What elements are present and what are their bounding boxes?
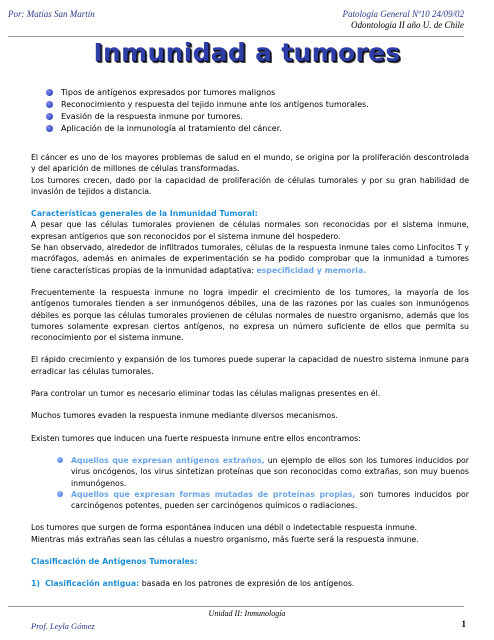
paragraph: El rápido crecimiento y expansión de los tumores puede superar la capacidad de nuestro sistema inmune para erradicar las células tumorales. bbox=[31, 355, 469, 376]
section-heading: Características generales de la Inmunidad Tumoral: bbox=[31, 209, 258, 219]
paragraph: Los tumores que surgen de forma espontánea inducen una débil o indetectable respuesta inmune. bbox=[31, 523, 418, 533]
sub-bullet-text: Aquellos que expresan formas mutadas de proteínas propias, son tumores inducidos por carcinógenos potentes, pueden ser carcinógenos químicos o radiaciones. bbox=[71, 489, 469, 511]
bullet-icon bbox=[57, 457, 63, 463]
bullet-item bbox=[46, 98, 446, 110]
highlight-text: especificidad y memoria. bbox=[256, 265, 367, 275]
paragraph: A pesar que las células tumorales provienen de células normales son reconocidas por el sistema inmune, expresan antígenos que son reconocidos por el sistema inmune del hospedero. bbox=[31, 220, 469, 241]
header-author: Por: Matías San Martín bbox=[8, 9, 95, 19]
bullet-icon bbox=[46, 101, 53, 108]
header-faculty: Odontología II año U. de Chile bbox=[351, 20, 464, 30]
section-heading: Clasificación de Antígenos Tumorales: bbox=[31, 557, 198, 567]
bullet-item bbox=[46, 86, 446, 98]
footer-unit: Unidad II: Inmunología bbox=[208, 609, 286, 618]
highlight-text: Clasificación antigua: bbox=[44, 579, 140, 589]
numbered-item: 1) Clasificación antigua: basada en los patrones de expresión de los antígenos. bbox=[31, 579, 355, 589]
header-course-info bbox=[342, 9, 464, 31]
sub-bullet-item bbox=[57, 455, 469, 489]
paragraph: Mientras más extrañas sean las células a nuestro organismo, más fuerte será la respuesta inmune. bbox=[31, 534, 419, 544]
highlight-text: Aquellos que expresan antígenos extraños, bbox=[71, 455, 265, 465]
paragraph: Para controlar un tumor es necesario eliminar todas las células malignas presentes en él. bbox=[31, 389, 381, 399]
bullet-item bbox=[46, 122, 446, 134]
topic-bullet-list bbox=[46, 86, 446, 134]
bullet-text: Tipos de antígenos expresados por tumores malignos bbox=[61, 87, 276, 97]
paragraph: Frecuentemente la respuesta inmune no logra impedir el crecimiento de los tumores, la mayoría de los antígenos tumorales tienden a ser inmunógenos débiles, una de las razones por las cuales son inmunógenos débiles es porque las células tumorales provienen de células normales de nuestro organismo, además que los tumores solamente expresan ciertos antígenos, no expresa un número suficiente de ellos que permita su reconocimiento por el sistema inmune. bbox=[31, 287, 469, 343]
paragraph: Existen tumores que inducen una fuerte respuesta inmune entre ellos encontramos: bbox=[31, 433, 361, 443]
item-number: 1) bbox=[31, 579, 40, 589]
bullet-text: Reconocimiento y respuesta del tejido inmune ante los antígenos tumorales. bbox=[61, 99, 369, 109]
bullet-item bbox=[46, 110, 446, 122]
page-title: Inmunidad a tumores bbox=[93, 38, 401, 67]
sub-bullet-text: Aquellos que expresan antígenos extraños, un ejemplo de ellos son los tumores inducidos por virus oncógenos, los virus sintetizan proteínas que son reconocidas como extrañas, son muy buenos inmunógenos. bbox=[71, 455, 469, 488]
bullet-text: Evasión de la respuesta inmune por tumores. bbox=[61, 111, 243, 121]
bullet-text: Aplicación de la inmunología al tratamiento del cáncer. bbox=[61, 123, 282, 133]
paragraph: Se han observado, alrededor de infiltrados tumorales, células de la respuesta inmune tales como Linfocitos T y macrófagos, además en animales de experimentación se ha podido comprobar que la inmunidad a tumores tiene características propias de la inmunidad adaptativa: especificidad y memoria. bbox=[31, 243, 469, 275]
sub-bullet-item bbox=[57, 489, 469, 512]
header-course: Patología General Nº10 24/09/02 bbox=[342, 9, 464, 19]
document-body bbox=[31, 152, 469, 590]
paragraph: Los tumores crecen, dado por la capacidad de proliferación de células tumorales y por su gran habilidad de invasión de tejidos a distancia. bbox=[31, 175, 469, 196]
footer-professor: Prof. Leyla Gómez bbox=[31, 621, 95, 631]
bullet-icon bbox=[46, 89, 53, 96]
bullet-icon bbox=[57, 491, 63, 497]
paragraph: El cáncer es uno de los mayores problemas de salud en el mundo, se origina por la proliferación descontrolada y del aparición de millones de células transformadas. bbox=[31, 153, 469, 174]
highlight-text: Aquellos que expresan formas mutadas de proteínas propias, bbox=[71, 489, 356, 499]
page-number: 1 bbox=[461, 619, 466, 629]
footer-divider bbox=[8, 606, 464, 607]
paragraph: Muchos tumores evaden la respuesta inmune mediante diversos mecanismos. bbox=[31, 411, 338, 421]
bullet-icon bbox=[46, 113, 53, 120]
bullet-icon bbox=[46, 125, 53, 132]
header-divider bbox=[8, 36, 464, 37]
